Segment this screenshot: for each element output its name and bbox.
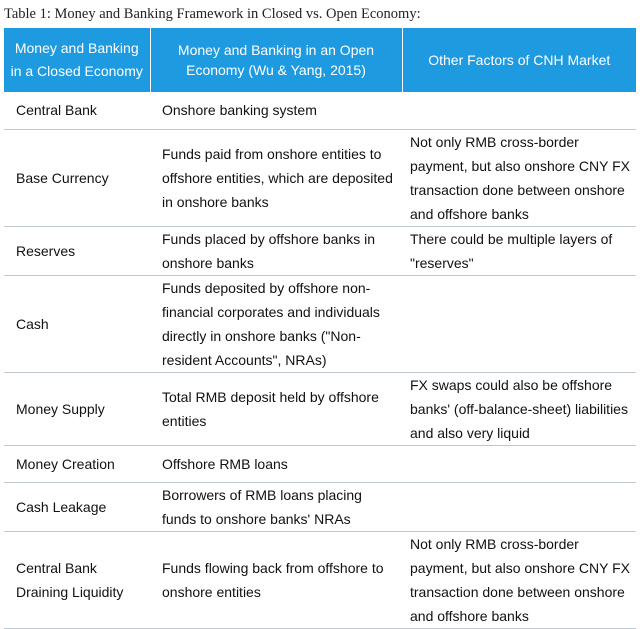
open-economy-cell: Onshore banking system [150, 92, 402, 129]
other-factors-cell: Not only RMB cross-border payment, but also onshore CNY FX transaction done between onshore and offshore banks [402, 531, 636, 628]
framework-table [4, 28, 636, 629]
other-factors-cell [402, 482, 636, 531]
table-row [4, 275, 636, 372]
table-row [4, 445, 636, 482]
open-economy-cell: Total RMB deposit held by offshore entities [150, 372, 402, 445]
table-row [4, 482, 636, 531]
row-label: Central Bank [4, 92, 150, 129]
row-label: Base Currency [4, 129, 150, 226]
other-factors-cell: There could be multiple layers of "reserves" [402, 226, 636, 275]
other-factors-cell [402, 275, 636, 372]
row-label: Cash Leakage [4, 482, 150, 531]
table-caption: Table 1: Money and Banking Framework in Closed vs. Open Economy: [4, 6, 421, 22]
row-label: Cash [4, 275, 150, 372]
open-economy-cell: Funds flowing back from offshore to onshore entities [150, 531, 402, 628]
table-body [4, 92, 636, 628]
table-row [4, 129, 636, 226]
table-row [4, 226, 636, 275]
header-closed-economy: Money and Banking in a Closed Economy [4, 28, 150, 92]
table-row [4, 531, 636, 628]
header-other-factors: Other Factors of CNH Market [402, 28, 636, 92]
other-factors-cell [402, 92, 636, 129]
row-label: Money Supply [4, 372, 150, 445]
header-row [4, 28, 636, 92]
open-economy-cell: Funds paid from onshore entities to offshore entities, which are deposited in onshore banks [150, 129, 402, 226]
open-economy-cell: Offshore RMB loans [150, 445, 402, 482]
row-label: Central Bank Draining Liquidity [4, 531, 150, 628]
other-factors-cell: Not only RMB cross-border payment, but also onshore CNY FX transaction done between onshore and offshore banks [402, 129, 636, 226]
row-label: Money Creation [4, 445, 150, 482]
open-economy-cell: Funds deposited by offshore non-financial corporates and individuals directly in onshore banks ("Non-resident Accounts", NRAs) [150, 275, 402, 372]
other-factors-cell: FX swaps could also be offshore banks' (off-balance-sheet) liabilities and also very liquid [402, 372, 636, 445]
row-label: Reserves [4, 226, 150, 275]
table-header [4, 28, 636, 92]
table-row [4, 372, 636, 445]
header-open-economy: Money and Banking in an Open Economy (Wu & Yang, 2015) [150, 28, 402, 92]
table-row [4, 92, 636, 129]
open-economy-cell: Funds placed by offshore banks in onshore banks [150, 226, 402, 275]
open-economy-cell: Borrowers of RMB loans placing funds to onshore banks' NRAs [150, 482, 402, 531]
other-factors-cell [402, 445, 636, 482]
